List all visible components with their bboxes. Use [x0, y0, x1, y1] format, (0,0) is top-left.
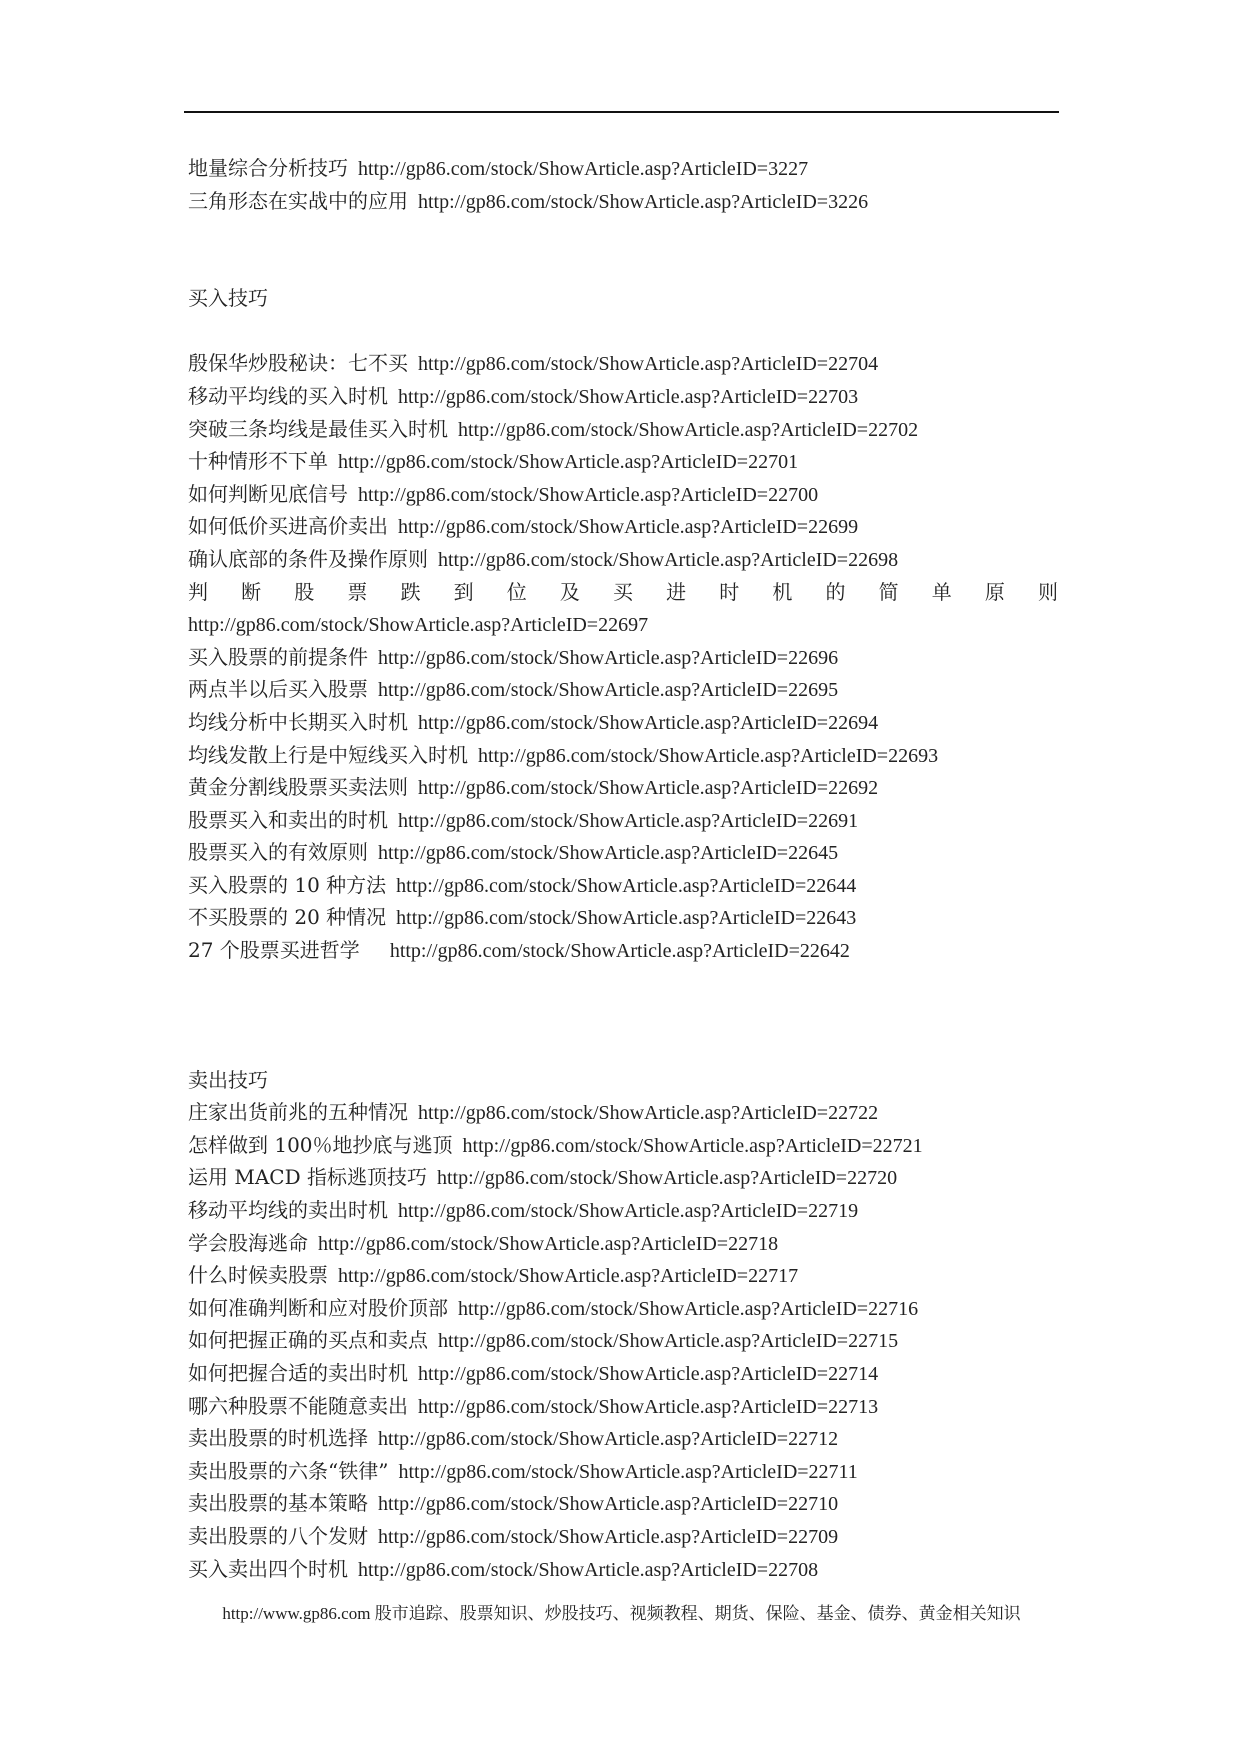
article-link-row[interactable] [188, 445, 1058, 478]
article-url[interactable]: http://gp86.com/stock/ShowArticle.asp?ArticleID=22693 [478, 744, 939, 767]
article-title: 十种情形不下单 [188, 449, 328, 474]
justified-title-char: 时 [719, 579, 740, 604]
article-link-row[interactable] [188, 1161, 1058, 1194]
article-title: 什么时候卖股票 [188, 1263, 328, 1288]
article-title: 买入卖出四个时机 [188, 1556, 348, 1581]
article-url[interactable]: http://gp86.com/stock/ShowArticle.asp?ArticleID=22703 [398, 385, 859, 408]
page-footer [184, 1602, 1059, 1626]
article-link-row[interactable] [188, 1553, 1058, 1586]
article-link-row[interactable] [188, 901, 1058, 934]
justified-title-char: 判 [188, 579, 208, 604]
article-link-row[interactable] [188, 1357, 1058, 1390]
justified-title-char: 票 [347, 579, 368, 604]
article-link-row[interactable] [188, 413, 1058, 446]
justified-title-char: 股 [294, 579, 315, 604]
article-link-row[interactable] [188, 641, 1058, 674]
article-link-row[interactable] [188, 804, 1058, 837]
article-url[interactable]: http://gp86.com/stock/ShowArticle.asp?ArticleID=3226 [418, 190, 869, 213]
article-url[interactable]: http://gp86.com/stock/ShowArticle.asp?ArticleID=22697 [188, 614, 649, 637]
sell-section-heading: 卖出技巧 [188, 1067, 268, 1092]
article-title: 移动平均线的卖出时机 [188, 1198, 388, 1223]
justified-title-char: 则 [1038, 579, 1058, 604]
article-title: 如何准确判断和应对股价顶部 [188, 1295, 448, 1320]
article-title: 如何低价买进高价卖出 [188, 514, 388, 539]
article-title: 地量综合分析技巧 [188, 156, 348, 180]
article-title: 27 个股票买进哲学 [188, 938, 380, 963]
article-title: 卖出股票的六条“铁律” [188, 1458, 389, 1483]
justified-title-char: 进 [666, 579, 687, 604]
footer-text: 股市追踪、股票知识、炒股技巧、视频教程、期货、保险、基金、债券、黄金相关知识 [374, 1604, 1021, 1623]
article-url[interactable]: http://gp86.com/stock/ShowArticle.asp?ArticleID=22715 [438, 1330, 899, 1353]
justified-title-char: 跌 [400, 579, 421, 604]
article-link-row[interactable] [188, 869, 1058, 902]
justified-title-char: 位 [506, 579, 527, 604]
article-link-row[interactable] [188, 510, 1058, 543]
article-title: 庄家出货前兆的五种情况 [188, 1100, 408, 1125]
article-url[interactable]: http://gp86.com/stock/ShowArticle.asp?ArticleID=22699 [398, 516, 859, 539]
article-url[interactable]: http://gp86.com/stock/ShowArticle.asp?ArticleID=22717 [338, 1265, 799, 1288]
justified-title-char: 的 [825, 579, 846, 604]
article-title: 卖出股票的时机选择 [188, 1426, 368, 1451]
article-link-row[interactable] [188, 1324, 1058, 1357]
article-url[interactable]: http://gp86.com/stock/ShowArticle.asp?ArticleID=22704 [418, 353, 879, 376]
article-title: 买入股票的 10 种方法 [188, 872, 387, 897]
article-title: 均线分析中长期买入时机 [188, 709, 408, 734]
article-url[interactable]: http://gp86.com/stock/ShowArticle.asp?ArticleID=22702 [458, 418, 919, 441]
footer-url[interactable]: http://www.gp86.com [222, 1604, 371, 1623]
article-url[interactable]: http://gp86.com/stock/ShowArticle.asp?ArticleID=22711 [398, 1460, 858, 1483]
article-title: 买入股票的前提条件 [188, 644, 368, 669]
article-url[interactable]: http://gp86.com/stock/ShowArticle.asp?ArticleID=22709 [378, 1525, 839, 1548]
article-url[interactable]: http://gp86.com/stock/ShowArticle.asp?ArticleID=22710 [378, 1493, 839, 1516]
header-rule [184, 111, 1059, 113]
justified-title-char: 断 [241, 579, 262, 604]
article-url[interactable]: http://gp86.com/stock/ShowArticle.asp?ArticleID=22696 [378, 646, 839, 669]
article-title: 黄金分割线股票买卖法则 [188, 775, 408, 800]
top-link-list [188, 152, 1058, 217]
article-title: 哪六种股票不能随意卖出 [188, 1393, 408, 1418]
article-title: 运用 MACD 指标逃顶技巧 [188, 1165, 427, 1190]
article-title: 怎样做到 100％地抄底与逃顶 [188, 1132, 453, 1157]
article-link-row[interactable] [188, 706, 1058, 739]
article-link-row[interactable] [188, 1520, 1058, 1553]
article-url[interactable]: http://gp86.com/stock/ShowArticle.asp?ArticleID=22642 [389, 940, 850, 963]
article-url[interactable]: http://gp86.com/stock/ShowArticle.asp?ArticleID=22720 [436, 1167, 898, 1190]
article-link-row[interactable] [188, 478, 1058, 511]
article-link-row[interactable] [188, 1455, 1058, 1488]
article-link-row[interactable] [188, 1227, 1058, 1260]
article-link-row[interactable] [188, 934, 1058, 967]
article-url[interactable]: http://gp86.com/stock/ShowArticle.asp?ArticleID=22713 [418, 1395, 879, 1418]
article-title: 如何把握合适的卖出时机 [188, 1361, 408, 1385]
buy-link-list-continued [188, 641, 1058, 967]
justified-title-char: 机 [772, 579, 793, 604]
article-url[interactable]: http://gp86.com/stock/ShowArticle.asp?ArticleID=22718 [318, 1232, 779, 1255]
article-url[interactable]: http://gp86.com/stock/ShowArticle.asp?ArticleID=22694 [418, 711, 879, 734]
article-url[interactable]: http://gp86.com/stock/ShowArticle.asp?ArticleID=22698 [438, 548, 899, 571]
article-url[interactable]: http://gp86.com/stock/ShowArticle.asp?ArticleID=22692 [418, 777, 879, 800]
article-link-row[interactable] [188, 1390, 1058, 1423]
article-title: 三角形态在实战中的应用 [188, 188, 408, 213]
article-url[interactable]: http://gp86.com/stock/ShowArticle.asp?ArticleID=22708 [358, 1558, 819, 1581]
article-title: 如何把握正确的买点和卖点 [188, 1328, 428, 1353]
article-title: 学会股海逃命 [188, 1230, 308, 1255]
article-link-row[interactable] [188, 543, 1058, 576]
article-url[interactable]: http://gp86.com/stock/ShowArticle.asp?ArticleID=22691 [398, 809, 859, 832]
article-link-row[interactable] [188, 1194, 1058, 1227]
justified-title-char: 简 [878, 579, 899, 604]
justified-title-char: 到 [453, 579, 474, 604]
article-title: 股票买入和卖出的时机 [188, 807, 388, 832]
article-link-row[interactable] [188, 1292, 1058, 1325]
buy-link-list [188, 347, 1058, 575]
article-title: 殷保华炒股秘诀：七不买 [188, 351, 408, 376]
article-list [188, 152, 1058, 1585]
article-link-row[interactable] [188, 1129, 1058, 1162]
article-url[interactable]: http://gp86.com/stock/ShowArticle.asp?ArticleID=22700 [358, 483, 819, 506]
justified-title-char: 及 [559, 579, 580, 604]
article-url[interactable]: http://gp86.com/stock/ShowArticle.asp?ArticleID=22712 [378, 1428, 839, 1451]
article-url[interactable]: http://gp86.com/stock/ShowArticle.asp?ArticleID=22643 [396, 907, 857, 930]
article-title: 不买股票的 20 种情况 [188, 905, 387, 930]
article-link-row[interactable] [188, 1096, 1058, 1129]
justified-title-char: 原 [984, 579, 1005, 604]
article-url[interactable]: http://gp86.com/stock/ShowArticle.asp?ArticleID=22716 [458, 1297, 919, 1320]
article-url[interactable]: http://gp86.com/stock/ShowArticle.asp?ArticleID=22645 [378, 842, 839, 865]
article-title: 股票买入的有效原则 [188, 840, 368, 865]
article-url[interactable]: http://gp86.com/stock/ShowArticle.asp?ArticleID=22721 [462, 1134, 923, 1157]
article-url[interactable]: http://gp86.com/stock/ShowArticle.asp?ArticleID=22701 [338, 451, 799, 474]
article-link-row[interactable] [188, 185, 1058, 218]
article-url[interactable]: http://gp86.com/stock/ShowArticle.asp?ArticleID=22695 [378, 679, 839, 702]
article-link-row[interactable] [188, 739, 1058, 772]
article-link-row[interactable] [188, 673, 1058, 706]
article-url[interactable]: http://gp86.com/stock/ShowArticle.asp?ArticleID=22714 [418, 1363, 879, 1385]
article-title: 卖出股票的八个发财 [188, 1523, 368, 1548]
article-title: 移动平均线的买入时机 [188, 383, 388, 408]
article-link-row[interactable] [188, 347, 1058, 380]
article-url[interactable]: http://gp86.com/stock/ShowArticle.asp?ArticleID=22719 [398, 1200, 859, 1223]
article-link-row[interactable] [188, 1422, 1058, 1455]
article-title: 确认底部的条件及操作原则 [188, 546, 428, 571]
justified-title-char: 单 [931, 579, 952, 604]
sell-link-list [188, 1096, 1058, 1585]
article-title: 均线发散上行是中短线买入时机 [188, 742, 468, 767]
article-link-row[interactable] [188, 152, 1058, 185]
article-title: 突破三条均线是最佳买入时机 [188, 416, 448, 441]
justified-article-title [188, 576, 1058, 609]
article-title: 卖出股票的基本策略 [188, 1491, 368, 1516]
justified-title-char: 买 [613, 579, 633, 604]
buy-section-heading: 买入技巧 [188, 286, 268, 311]
article-link-row[interactable] [188, 380, 1058, 413]
article-url[interactable]: http://gp86.com/stock/ShowArticle.asp?ArticleID=22644 [396, 874, 857, 897]
article-link-row[interactable] [188, 1259, 1058, 1292]
article-url[interactable]: http://gp86.com/stock/ShowArticle.asp?ArticleID=22722 [418, 1102, 879, 1125]
article-title: 两点半以后买入股票 [188, 677, 368, 702]
article-url[interactable]: http://gp86.com/stock/ShowArticle.asp?ArticleID=3227 [358, 158, 809, 180]
article-link-row[interactable] [188, 1487, 1058, 1520]
article-link-row[interactable] [188, 836, 1058, 869]
article-title: 如何判断见底信号 [188, 481, 348, 506]
article-link-row[interactable] [188, 771, 1058, 804]
